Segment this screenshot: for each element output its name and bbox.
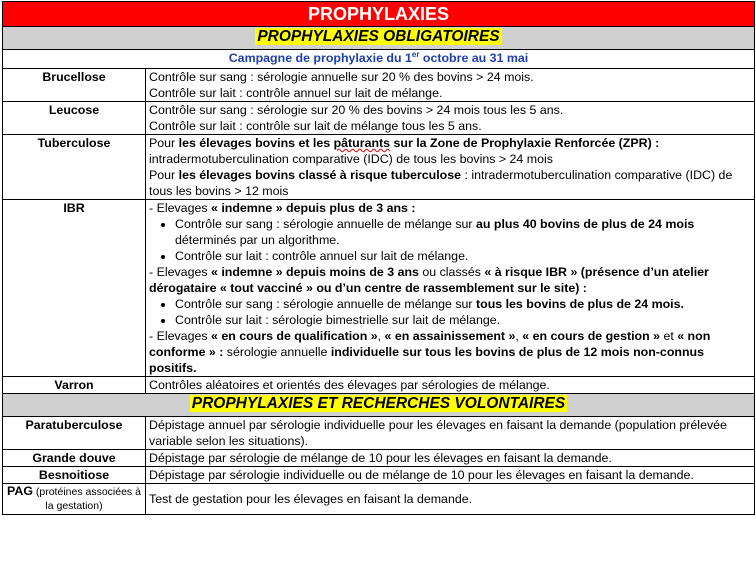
disease-name-varron: Varron <box>3 377 146 394</box>
bold-run: « en assainissement » <box>384 329 516 343</box>
list-item: • Contrôle sur lait : sérologie bimestrielle sur lait de mélange. <box>175 312 751 328</box>
campaign-sup: er <box>411 49 420 59</box>
text-run: ou classés <box>418 265 485 279</box>
row-paratuberculose <box>3 417 755 450</box>
disease-desc-tuberculose <box>146 135 755 200</box>
text-run: : intradermotuberculination comparative (IDC) de tous les bovins > 12 mois <box>149 168 733 198</box>
bold-run: pâturants <box>333 136 391 150</box>
text-run: Pour <box>149 136 179 150</box>
row-grande-douve <box>3 450 755 467</box>
disease-name-leucose: Leucose <box>3 102 146 135</box>
disease-name-paratuberculose: Paratuberculose <box>3 417 146 450</box>
disease-name-ibr: IBR <box>3 200 146 377</box>
section-volontaires-heading: PROPHYLAXIES ET RECHERCHES VOLONTAIRES <box>191 395 566 412</box>
prophylaxies-document <box>2 1 754 515</box>
row-brucellose <box>3 69 755 102</box>
ibr-section-1 <box>149 200 751 216</box>
campaign-suffix: octobre au 31 mai <box>419 51 529 65</box>
disease-name-besnoitiose: Besnoitiose <box>3 467 146 484</box>
row-pag <box>3 484 755 515</box>
campaign-prefix: Campagne de prophylaxie du 1 <box>228 51 412 65</box>
text-run: Contrôle sur sang : sérologie annuelle de mélange sur <box>175 297 476 311</box>
title-row <box>3 2 755 27</box>
pag-note: (protéines associées à la gestation) <box>32 486 141 512</box>
bold-run: « à risque IBR » (présence d’un atelier dérogataire « tout vacciné » ou d’un centre de rassemblement sur le site) : <box>149 265 709 295</box>
prophylaxies-table <box>2 1 755 515</box>
page-title: PROPHYLAXIES <box>3 2 755 27</box>
disease-name-pag <box>3 484 146 515</box>
text-run: Pour <box>149 168 179 182</box>
text-run: - Elevages <box>149 265 211 279</box>
disease-name-tuberculose: Tuberculose <box>3 135 146 200</box>
row-tuberculose <box>3 135 755 200</box>
section-obligatoires-cell <box>3 27 755 50</box>
bold-run: « en cours de gestion » <box>522 329 660 343</box>
brucellose-line-1: Contrôle sur sang : sérologie annuelle sur 20 % des bovins > 24 mois. <box>149 70 534 84</box>
tuberculose-paragraph-2 <box>149 167 751 199</box>
ibr-section-2 <box>149 264 751 296</box>
bold-run: tous les bovins de plus de 24 mois. <box>476 297 684 311</box>
bold-run: les élevages bovins classé à risque tuberculose <box>178 168 461 182</box>
section-obligatoires-row <box>3 27 755 50</box>
campaign-heading <box>3 50 755 69</box>
bold-run: sur la Zone de Prophylaxie Renforcée (ZPR) : <box>390 136 660 150</box>
disease-desc-ibr <box>146 200 755 377</box>
text-run: intradermotuberculination comparative (IDC) de tous les bovins > 24 mois <box>149 152 553 166</box>
bold-run: « non conforme » : <box>149 329 711 359</box>
brucellose-line-2: Contrôle sur lait : contrôle annuel sur lait de mélange. <box>149 86 443 100</box>
disease-name-grande-douve: Grande douve <box>3 450 146 467</box>
disease-name-brucellose: Brucellose <box>3 69 146 102</box>
text-run: , <box>377 329 385 343</box>
text-run: sérologie annuelle <box>223 345 331 359</box>
disease-desc-besnoitiose: Dépistage par sérologie individuelle ou de mélange de 10 pour les élevages en faisant la demande. <box>146 467 755 484</box>
bold-run: « en cours de qualification » <box>210 329 378 343</box>
list-item <box>175 216 751 248</box>
row-varron <box>3 377 755 394</box>
campaign-row <box>3 50 755 69</box>
bold-run: « indemne » depuis plus de 3 ans : <box>210 201 416 215</box>
disease-desc-pag: Test de gestation pour les élevages en faisant la demande. <box>146 484 755 515</box>
disease-desc-grande-douve: Dépistage par sérologie de mélange de 10 pour les élevages en faisant la demande. <box>146 450 755 467</box>
bold-run: les élevages bovins et les <box>178 136 334 150</box>
leucose-line-2: Contrôle sur lait : contrôle sur lait de mélange tous les 5 ans. <box>149 119 482 133</box>
disease-desc-leucose <box>146 102 755 135</box>
section-volontaires-row <box>3 394 755 417</box>
tuberculose-paragraph-1 <box>149 135 751 167</box>
row-besnoitiose <box>3 467 755 484</box>
bold-run: individuelle sur tous les bovins de plus de 12 mois non-connus positifs. <box>149 345 704 375</box>
row-leucose <box>3 102 755 135</box>
text-run: et <box>660 329 678 343</box>
disease-desc-brucellose <box>146 69 755 102</box>
ibr-section-3 <box>149 328 751 376</box>
bold-run: « indemne » depuis moins de 3 ans <box>210 265 419 279</box>
text-run: - Elevages <box>149 201 211 215</box>
text-run: , <box>515 329 523 343</box>
leucose-line-1: Contrôle sur sang : sérologie sur 20 % des bovins > 24 mois tous les 5 ans. <box>149 103 564 117</box>
text-run: - Elevages <box>149 329 211 343</box>
section-obligatoires-heading: PROPHYLAXIES OBLIGATOIRES <box>257 28 500 45</box>
ibr-section-2-list <box>149 296 751 328</box>
row-ibr <box>3 200 755 377</box>
disease-desc-paratuberculose: Dépistage annuel par sérologie individuelle pour les élevages en faisant la demande (population prélevée variable selon les situations). <box>146 417 755 450</box>
disease-desc-varron: Contrôles aléatoires et orientés des élevages par sérologies de mélange. <box>146 377 755 394</box>
pag-name: PAG <box>7 484 33 498</box>
list-item <box>175 296 751 312</box>
text-run: Contrôle sur sang : sérologie annuelle de mélange sur <box>175 217 476 231</box>
ibr-section-1-list <box>149 216 751 264</box>
text-run: déterminés par un algorithme. <box>175 233 340 247</box>
list-item: • Contrôle sur lait : contrôle annuel sur lait de mélange. <box>175 248 751 264</box>
bold-run: au plus 40 bovins de plus de 24 mois <box>476 217 695 231</box>
section-volontaires-cell <box>3 394 755 417</box>
